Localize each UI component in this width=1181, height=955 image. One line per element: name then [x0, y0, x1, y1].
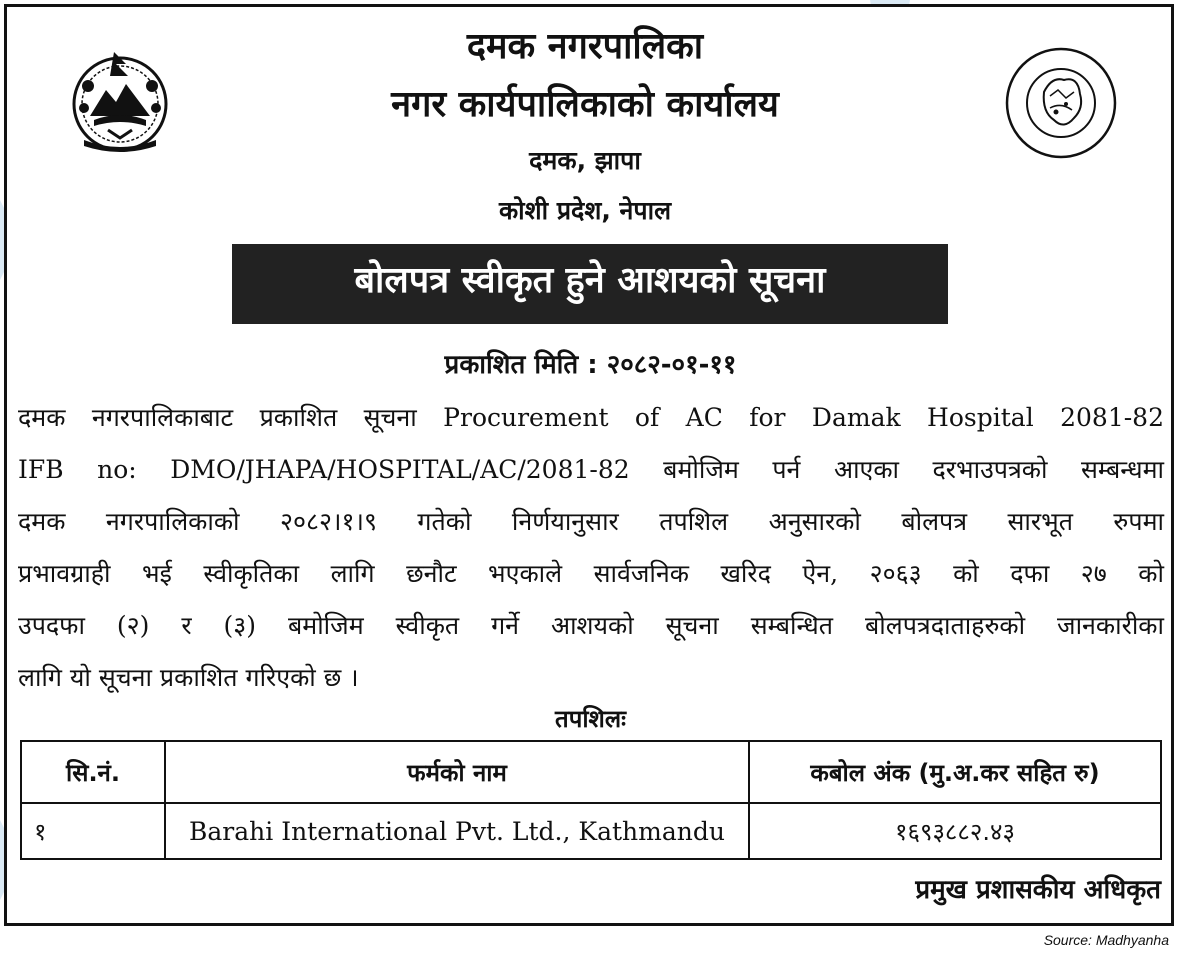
- notice-body-line: दमक नगरपालिकाको २०८२।१।९ गतेको निर्णयानुसार तपशिल अनुसारको बोलपत्र सारभूत रुपमा: [18, 507, 1164, 536]
- address-city: दमक, झापा: [529, 146, 641, 175]
- signatory-title: प्रमुख प्रशासकीय अधिकृत: [915, 875, 1161, 905]
- published-date-line: [0, 345, 1181, 381]
- published-date-label: प्रकाशित मिति :: [444, 350, 598, 380]
- notice-body: [18, 392, 1164, 704]
- cell-serial-no: १: [21, 803, 165, 859]
- table-caption: तपशिलः: [555, 705, 626, 733]
- cell-firm-name: Barahi International Pvt. Ltd., Kathmandu: [165, 803, 749, 859]
- source-credit: Source: Madhyanha: [1043, 932, 1169, 948]
- bidder-table: [20, 740, 1162, 860]
- notice-body-line: प्रभावग्राही भई स्वीकृतिका लागि छनौट भएकाले सार्वजनिक खरिद ऐन, २०६३ को दफा २७ को: [18, 559, 1164, 588]
- table-header-row: [21, 741, 1161, 803]
- address-province: कोशी प्रदेश, नेपाल: [498, 196, 672, 225]
- notice-body-line: लागि यो सूचना प्रकाशित गरिएको छ ।: [18, 663, 359, 692]
- notice-body-line: दमक नगरपालिकाबाट प्रकाशित सूचना Procurement of AC for Damak Hospital 2081-82: [18, 403, 1164, 432]
- notice-title: बोलपत्र स्वीकृत हुने आशयको सूचना: [354, 260, 826, 301]
- header-serial-no: सि.नं.: [21, 741, 165, 803]
- published-date-value: २०८२-०१-११: [606, 350, 737, 380]
- notice-body-line: उपदफा (२) र (३) बमोजिम स्वीकृत गर्ने आशयको सूचना सम्बन्धित बोलपत्रदाताहरुको जानकारीका: [18, 611, 1164, 640]
- header-firm-name: फर्मको नाम: [165, 741, 749, 803]
- municipality-name: दमक नगरपालिका: [466, 26, 704, 67]
- office-name: नगर कार्यपालिकाको कार्यालय: [391, 84, 779, 125]
- header-bid-amount: कबोल अंक (मु.अ.कर सहित रु): [749, 741, 1161, 803]
- cell-bid-amount: १६९३८८२.४३: [749, 803, 1161, 859]
- notice-body-line: IFB no: DMO/JHAPA/HOSPITAL/AC/2081-82 बमोजिम पर्न आएका दरभाउपत्रको सम्बन्धमा: [18, 455, 1164, 484]
- table-row: [21, 803, 1161, 859]
